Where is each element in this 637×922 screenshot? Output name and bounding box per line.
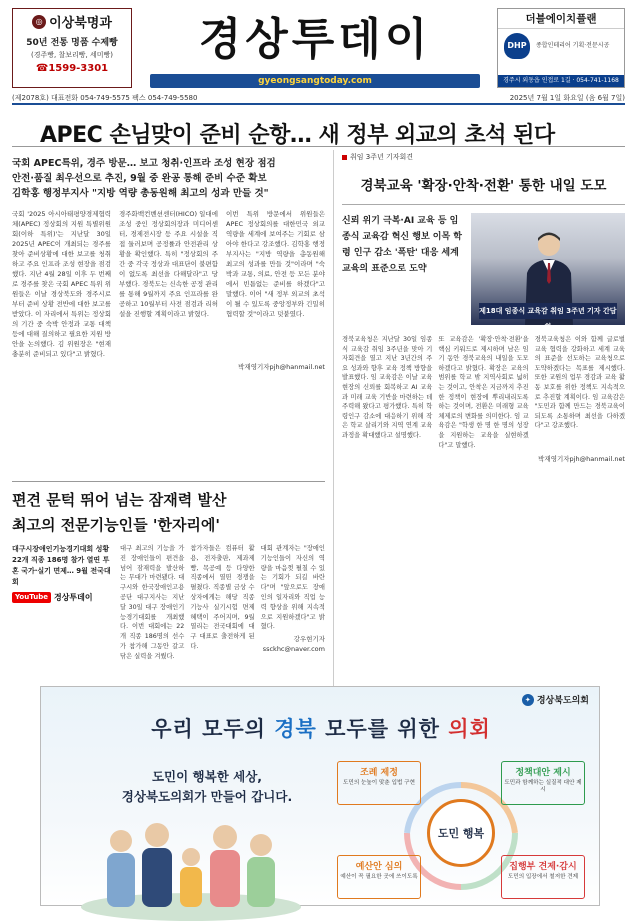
council-logo [522, 693, 589, 706]
art2-headline-line: 최고의 전문기능인들 '한자리에' [12, 516, 221, 534]
newspaper-title: 경상투데이 [198, 14, 432, 65]
apec-article [12, 150, 325, 478]
art2-headline-line: 편견 문턱 뛰어 넘는 잠재력 발산 [12, 491, 227, 509]
role-box-policy [501, 761, 585, 805]
site-url[interactable]: gyeongsangtoday.com [258, 76, 372, 86]
role-title: 집행부 견제·감시 [509, 862, 577, 872]
masthead [0, 0, 637, 106]
url-bar [150, 74, 480, 88]
interior-ad-footer: 경주시 외동읍 인접로 1길 · 054-741-1168 [498, 75, 624, 87]
apec-deck [12, 156, 325, 201]
art2-body-col [261, 544, 325, 662]
interior-ad[interactable] [497, 8, 625, 88]
feature-body-col: 경북교육청은 지난달 30일 임종식 교육감 취임 3주년을 맞아 기자회견을 열고 지난 3년간의 주요 성과와 향후 교육 정책 방향을 발표했다. 임 교육감은 이날 교육 현장의 신뢰를 회복하고 AI 교육과 미래 교육 기반을 마련하는 데 주력해 왔다고 평가했다. 특히 학령인구 감소에 대응하기 위해 작은 학교 살리기와 지역 연계 교육과정을 확대했다고 설명했다. [342, 336, 433, 439]
divider [342, 204, 625, 205]
youtube-channel: 경상투데이 [53, 593, 93, 602]
center-circle [427, 799, 495, 867]
role-box-ordinance [337, 761, 421, 805]
slogan-highlight: 의회 [448, 716, 491, 741]
dhp-logo-icon: DHP [504, 33, 530, 59]
family-illustration-icon [81, 811, 301, 907]
tagline-line: 도민이 행복한 세상, [151, 769, 263, 784]
newspaper-title-wrap [150, 12, 480, 68]
apec-body-col: 이번 특위 방문에서 위원들은 APEC 정상회의를 대한민국 외교 역량을 세계에 보여주는 기회로 삼아야 한다고 강조했다. 김학홍 행정부지사는 "지방 역량을 총동원해 최고의 성과를 만들 것"이라며 "숙박과 교통, 의료, 안전 등 모든 분야에서 빈틈없는 준비를 하겠다"고 말했다. 이어 "새 정부 외교의 초석이 될 수 있도록 중앙정부와 긴밀히 협력할 것"이라고 덧붙였다. [226, 210, 325, 318]
slogan-highlight: 경북 [274, 716, 317, 741]
issue-info-line [12, 93, 625, 105]
youtube-icon: YouTube [12, 592, 51, 603]
education-feature [333, 150, 625, 710]
tagline-line: 경상북도의회가 만들어 갑니다. [121, 789, 293, 804]
interior-ad-sub: 종합인테리어 기획·전문시공 [536, 42, 610, 49]
interior-ad-title: 더블에이치플랜 [498, 9, 624, 29]
bakery-products: (경주빵, 찰보리빵, 세미빵) [31, 51, 113, 59]
art2-body-col: 대구 최고의 기능을 가진 장애인들이 편견을 넘어 잠재력을 발산하는 무대가 마련됐다. 대구시와 한국장애인고용공단 대구지사는 지난달 30일 대구 장애인기능경기대회를 개최했다. 이번 대회에는 22개 직종 186명의 선수가 참가해 그동안 갈고닦은 실력을 겨뤘다. [120, 545, 185, 660]
council-role-diagram [331, 757, 591, 903]
bakery-ad[interactable] [12, 8, 132, 88]
disability-skills-article [12, 484, 325, 674]
issue-contact: (제2078호) 대표전화 054-749-5575 팩스 054-749-5580 [12, 94, 198, 102]
tag-square-icon [342, 155, 347, 160]
role-title: 정책대안 제시 [515, 768, 571, 778]
issue-date: 2025년 7월 1일 화요일 (음 6월 7일) [509, 94, 625, 102]
feature-body-col: 또 교육감은 '확장·안착·전환'을 핵심 키워드로 제시하며 남은 임기 동안 경북교육의 내일을 도모하겠다고 밝혔다. 확장은 교육의 범위를 학교 밖 지역사회로 넓히는 것이고, 안착은 지금까지 추진한 정책이 현장에 뿌리내리도록 하는 것이며, 전환은 미래형 교육 체제로의 변화를 의미한다. 임 교육감은 "학생 한 명 한 명의 성장을 지원하는 교육을 실현하겠다"고 말했다. [438, 336, 529, 449]
center-label: 도민 행복 [437, 827, 485, 840]
feature-tag [342, 152, 625, 162]
council-ad[interactable] [40, 686, 600, 906]
role-title: 조례 제정 [360, 768, 398, 778]
art2-deck: 대구시장애인기능경기대회 성황 22개 직종 186명 참가 열띤 투혼 국가·실기 면제… 9월 전국대회 [12, 545, 111, 586]
role-desc: 예산이 꼭 필요한 곳에 쓰이도록 [340, 874, 418, 880]
feature-deck: 신뢰 위기 극복·AI 교육 등 임종식 교육감 혁신 행보 이목 학령 인구 감소 '폭탄' 대응 세계 교육의 표준으로 도약 [342, 216, 462, 274]
bakery-logo-icon: ◎ [32, 15, 46, 29]
apec-body-col: 국회 '2025 아시아태평양경제협력체(APEC) 정상회의 지원 특별위원회(이하 특위)'는 지난달 30일 2025년 APEC이 개최되는 경주를 찾아 준비상황에 대한 보고를 청취하고 주요 인프라 조성 현장을 점검했다. 지난 4월 28일 이후 두 번째로 경주를 찾은 국회 APEC 특위 위원들은 이날 경상북도와 경주시로부터 준비 상황 전반에 대한 보고를 받았다. 이 자리에서 특위는 정상회의 기간 중 숙박 안정과 교통 대책 등에 대해 질의하고 필요한 지원 방안을 논의했다. 김 위원장은 "현재 충분히 준비되고 있다"고 밝혔다. [12, 210, 111, 358]
art2-body-text: 대회 관계자는 "장애인 기능인들이 자신의 역량을 마음껏 펼칠 수 있는 기회가 되길 바란다"며 "앞으로도 장애인의 일자리와 직업 능력 향상을 위해 지속적으로 지원하겠다"고 밝혔다. [260, 545, 325, 631]
art2-body-col: 참가자들은 컴퓨터 활용, 전자출판, 제과제빵, 목공예 등 다양한 직종에서 열띤 경쟁을 펼쳤다. 직종별 금상 수상자에게는 해당 직종 기능사 실기시험 면제 혜택이 주어지며, 9월 열리는 전국대회에 대구 대표로 출전하게 된다. [190, 545, 255, 650]
top-headline[interactable]: APEC 손님맞이 준비 순항… 새 정부 외교의 초석 된다 [40, 123, 555, 148]
role-title: 예산안 심의 [355, 862, 403, 872]
apec-deck-line: 김학홍 행정부지사 "지방 역량 총동원해 최고의 성과 만들 것" [12, 188, 269, 199]
slogan-part: 우리 모두의 [151, 716, 275, 741]
feature-tag-label: 취임 3주년 기자회견 [350, 153, 413, 161]
divider [12, 481, 325, 482]
apec-deck-line: 국회 APEC특위, 경주 방문… 보고 청취·인프라 조성 현장 점검 [12, 158, 276, 169]
role-desc: 도민과 함께하는 실질적 대안 제시 [504, 780, 582, 793]
feature-headline[interactable]: 경북교육 '확장·안착·전환' 통한 내일 도모 [360, 178, 607, 194]
bakery-brand: 이상북명과 [49, 16, 112, 31]
feature-byline: 박재영기자pjh@hanmail.net [538, 455, 625, 464]
bakery-phone: ☎1599-3301 [35, 63, 109, 74]
role-box-budget [337, 855, 421, 899]
art2-byline: 강우현기자ssckhc@naver.com [262, 635, 325, 653]
council-emblem-icon: ✦ [522, 694, 534, 706]
apec-body-col: 경주화백컨벤션센터(HICO) 일대에 조성 중인 정상회의장과 미디어센터, 경제전시장 등 주요 시설을 직접 둘러보며 공정률과 안전관리 상황을 확인했다. 특히 "정상회의 주간 중 각국 정상과 대표단이 불편함이 없도록 최선을 다해달라"고 당부했다. 경북도는 신속한 공정 관리를 통해 9월까지 주요 인프라를 완공하고 10월부터 사전 점검과 리허설을 진행할 계획이라고 밝혔다. [119, 210, 218, 318]
slogan-part: 모두를 위한 [316, 716, 449, 741]
divider [12, 146, 625, 147]
role-box-oversight [501, 855, 585, 899]
youtube-link[interactable] [12, 592, 112, 603]
bakery-tagline: 50년 전통 명품 수제빵 [26, 38, 118, 48]
art2-headline[interactable] [12, 488, 325, 538]
council-name: 경상북도의회 [536, 696, 589, 706]
role-desc: 도민의 눈높이 맞춘 입법 구현 [343, 780, 415, 786]
feature-body-col: 경북교육청은 이와 함께 글로벌 교육 협력을 강화하고 세계 교육의 표준을 선도하는 교육청으로 도약하겠다는 목표를 제시했다. 또한 교원의 업무 경감과 교육 활동 보호를 위한 정책도 지속적으로 추진할 계획이다. 임 교육감은 "도민과 함께 만드는 경북교육이 되도록 소통하며 최선을 다하겠다"고 강조했다. [534, 336, 625, 430]
superintendent-photo[interactable] [471, 213, 625, 331]
apec-byline: 박재영기자pjh@hanmail.net [238, 363, 325, 371]
council-tagline [107, 767, 307, 805]
apec-deck-line: 안전·품질 최우선으로 추진, 9월 중 완공 통해 준비 수준 확보 [12, 173, 267, 184]
role-desc: 도민의 입장에서 철저한 견제 [507, 874, 579, 880]
photo-banner: 제18대 임종식 교육감 취임 3주년 기자 간담회 [479, 303, 617, 319]
council-slogan [61, 713, 581, 743]
